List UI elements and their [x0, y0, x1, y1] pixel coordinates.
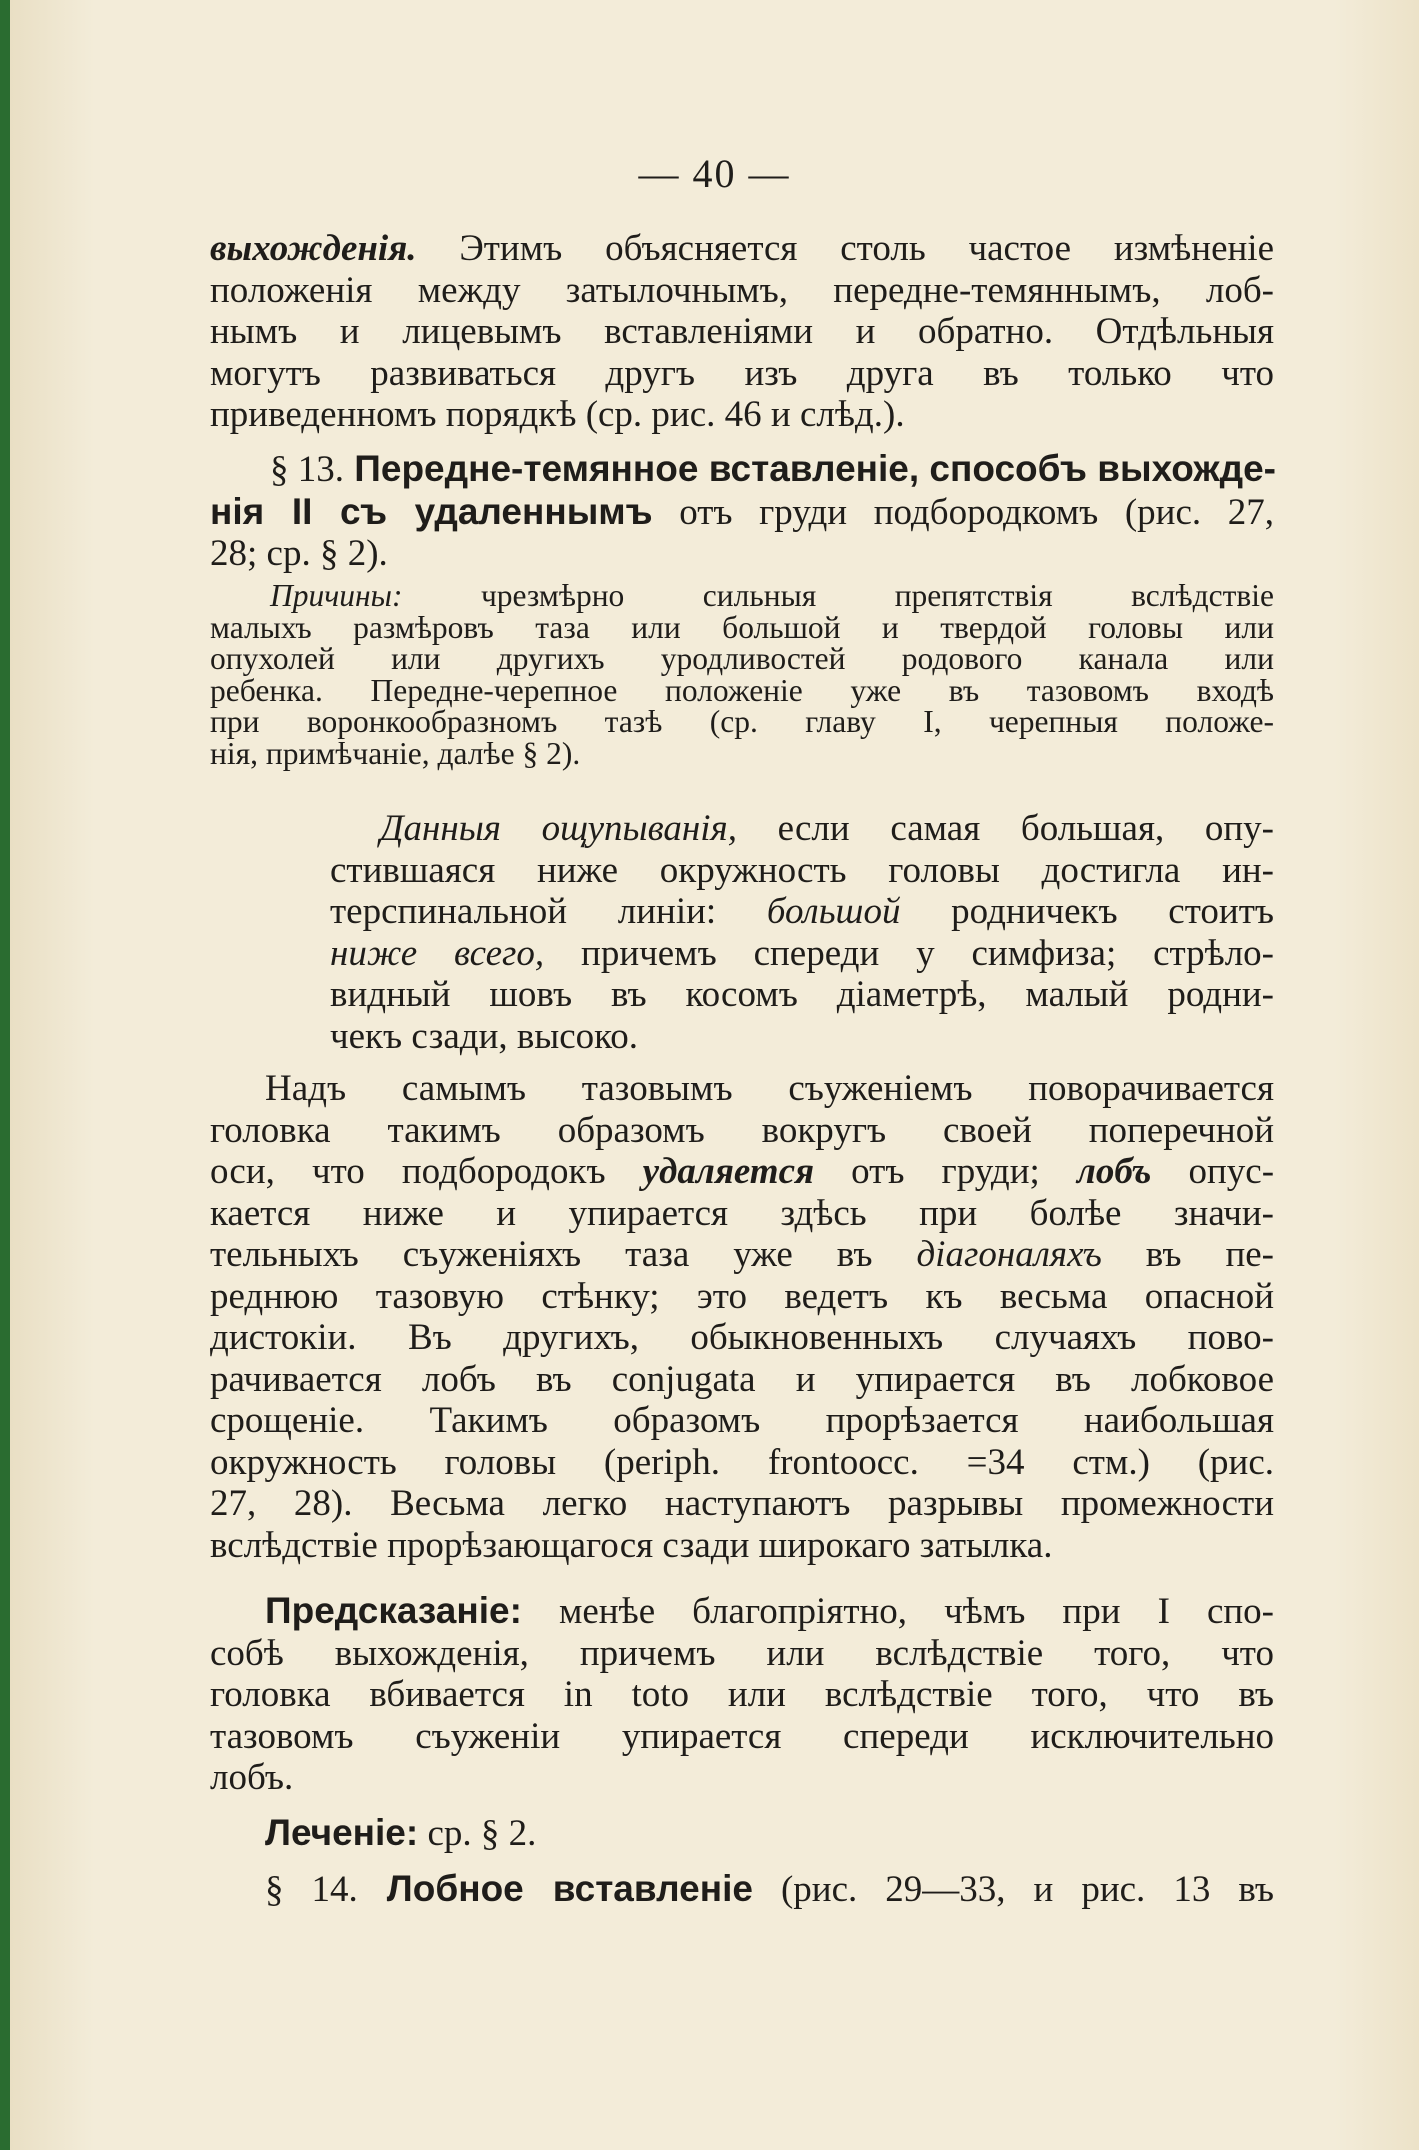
text-line: 27, 28). Весьма легко наступаютъ разрывы промежности [210, 1483, 1274, 1524]
section-14-heading [210, 1868, 1274, 1911]
text-line: нымъ и лицевымъ вставленіями и обратно. Отдѣльныя [210, 311, 1274, 352]
text-line: Надъ самымъ тазовымъ съуженіемъ поворачивается [265, 1068, 1274, 1109]
text-line: приведенномъ порядкѣ (ср. рис. 46 и слѣд.). [210, 394, 905, 435]
text-line: Данныя ощупыванія, если самая большая, опу- [380, 808, 1274, 849]
text-line: окружность головы (periph. frontoocc. =34 стм.) (рис. [210, 1441, 1274, 1483]
text-line: оси, что подбородокъ удаляется отъ груди; лобъ опус- [210, 1151, 1275, 1192]
text-line: нія II съ удаленнымъ отъ груди подбородкомъ (рис. 27, [210, 490, 1274, 533]
paragraph-rotation [210, 1068, 1274, 1566]
text-line: ниже всего, причемъ спереди у симфиза; стрѣло- [330, 932, 1274, 974]
text-line: опухолей или другихъ уродливостей родового канала или [210, 641, 1274, 676]
text-line: Причины: чрезмѣрно сильныя препятствія вслѣдствіе [270, 578, 1274, 613]
text-line: терспинальной линіи: большой родничекъ стоитъ [330, 891, 1274, 932]
text-line: Предсказаніе: менѣе благопріятно, чѣмъ при I спо- [265, 1590, 1274, 1632]
section-13-heading [210, 448, 1274, 575]
text-line: § 14. Лобное вставленіе (рис. 29—33, и рис. 13 въ [265, 1868, 1275, 1910]
paragraph-palpation [330, 808, 1274, 1057]
text-line: ребенка. Передне-черепное положеніе уже въ тазовомъ входѣ [210, 672, 1274, 708]
text-line: § 13. Передне-темянное вставленіе, способъ выхожде- [270, 448, 1276, 490]
text-line: чекъ сзади, высоко. [330, 1015, 638, 1057]
page-number: — 40 — [638, 151, 791, 196]
text-line: рачивается лобъ въ conjugata и упирается въ лобковое [210, 1358, 1274, 1400]
text-line: положенія между затылочнымъ, передне-темяннымъ, лоб- [210, 269, 1274, 311]
text-line: при воронкообразномъ тазѣ (ср. главу I, черепныя положе- [210, 704, 1274, 739]
text-line: могутъ развиваться другъ изъ друга въ только что [210, 352, 1274, 394]
text-line: стившаяся ниже окружность головы достигла ин- [330, 849, 1274, 891]
text-line: Леченіе: ср. § 2. [265, 1812, 537, 1854]
text-line: собѣ выхожденія, причемъ или вслѣдствіе того, что [210, 1632, 1274, 1674]
text-line: срощеніе. Такимъ образомъ прорѣзается наибольшая [210, 1400, 1274, 1441]
text-line: видный шовъ въ косомъ діаметрѣ, малый родни- [330, 974, 1274, 1015]
text-line: выхожденія. Этимъ объясняется столь частое измѣненіе [210, 228, 1274, 269]
text-line: реднюю тазовую стѣнку; это ведетъ къ весьма опасной [210, 1275, 1274, 1317]
text-line: лобъ. [210, 1757, 294, 1798]
text-line: вслѣдствіе прорѣзающагося сзади широкаго затылка. [210, 1524, 1053, 1566]
paragraph-causes [210, 580, 1274, 769]
text-line: 28; ср. § 2). [210, 533, 388, 574]
text-line: тельныхъ съуженіяхъ таза уже въ діагоналяхъ въ пе- [210, 1234, 1274, 1275]
paragraph-prognosis [210, 1590, 1274, 1799]
text-line: дистокіи. Въ другихъ, обыкновенныхъ случаяхъ пово- [210, 1317, 1274, 1358]
text-line: малыхъ размѣровъ таза или большой и твердой головы или [210, 609, 1274, 645]
text-line: головка вбивается in toto или вслѣдствіе того, что въ [210, 1674, 1274, 1715]
paragraph-intro [210, 228, 1274, 436]
text-line: нія, примѣчаніе, далѣе § 2). [210, 735, 581, 771]
paragraph-treatment [210, 1812, 1274, 1855]
text-line: головка такимъ образомъ вокругъ своей поперечной [210, 1109, 1274, 1151]
text-line: кается ниже и упирается здѣсь при болѣе значи- [210, 1192, 1274, 1234]
text-line: тазовомъ съуженіи упирается спереди исключительно [210, 1715, 1274, 1757]
